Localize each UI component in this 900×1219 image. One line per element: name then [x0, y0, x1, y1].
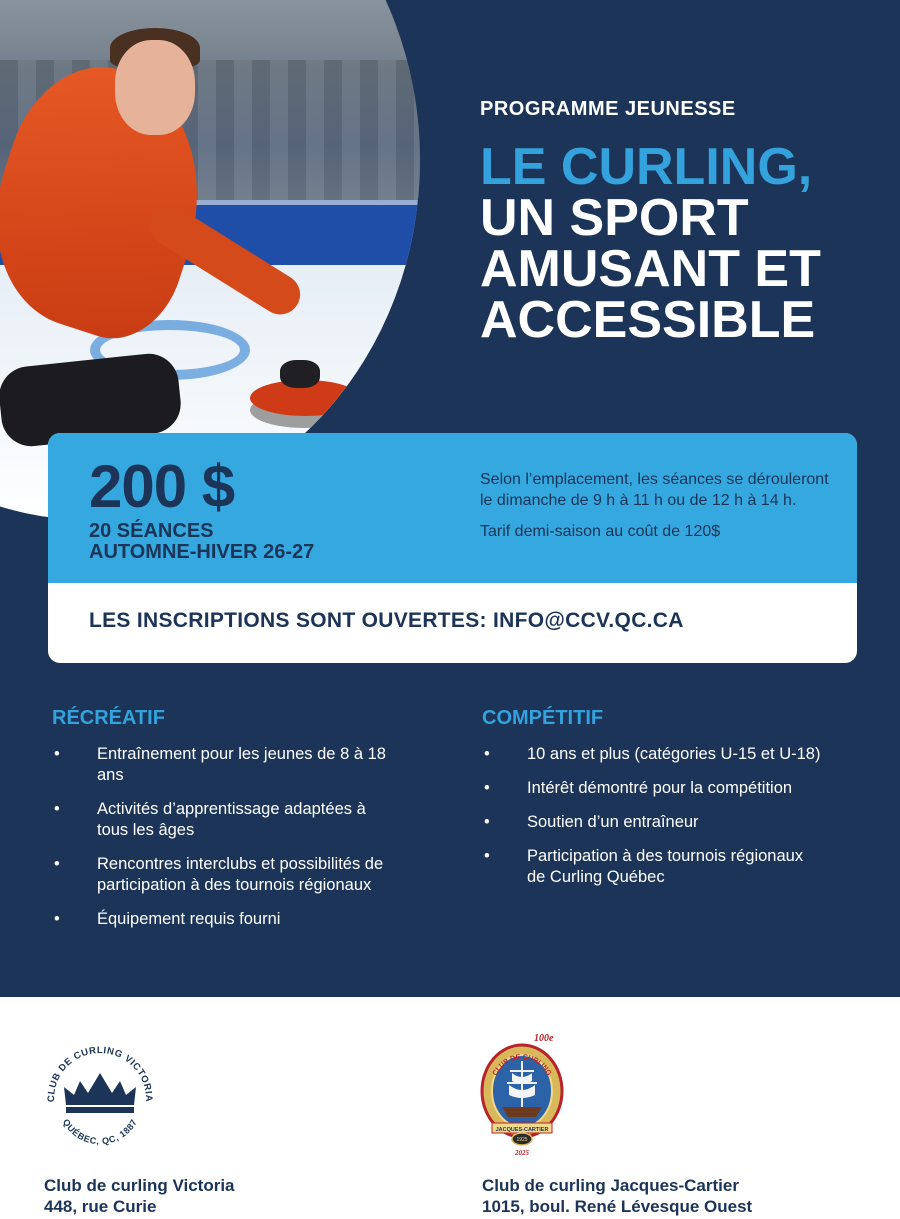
bullet-icon: • — [484, 813, 490, 831]
headline-line-1: UN SPORT — [480, 189, 749, 247]
list-item-text: Intérêt démontré pour la compétition — [527, 779, 793, 797]
victoria-club-info — [44, 1175, 235, 1217]
list-item — [52, 854, 392, 896]
list-item-text: Entraînement pour les jeunes de 8 à 18 ans — [97, 745, 386, 784]
list-item-text: Participation à des tournois régionaux de Curling Québec — [527, 847, 804, 886]
victoria-logo-top-text: CLUB DE CURLING VICTORIA — [45, 1045, 155, 1103]
recreational-title: RÉCRÉATIF — [52, 707, 165, 729]
list-item — [482, 846, 822, 888]
sessions-info — [89, 521, 314, 563]
bullet-icon: • — [54, 800, 60, 818]
list-item-text: Équipement requis fourni — [97, 910, 281, 928]
schedule-text: Selon l’emplacement, les séances se dérouleront le dimanche de 9 h à 11 h ou de 12 h à 14 h. — [480, 471, 829, 509]
bullet-icon: • — [54, 855, 60, 873]
recreational-column — [52, 707, 392, 943]
pricing-panel — [48, 433, 857, 663]
bullet-icon: • — [54, 910, 60, 928]
crown-icon — [64, 1073, 136, 1105]
headline-line-2: AMUSANT ET — [480, 240, 821, 298]
registration-notice: LES INSCRIPTIONS SONT OUVERTES: INFO@CCV.QC.CA — [89, 609, 684, 632]
sessions-count: 20 SÉANCES — [89, 520, 214, 542]
list-item — [482, 778, 822, 799]
player-glove — [280, 360, 320, 388]
program-eyebrow: PROGRAMME JEUNESSE — [480, 98, 736, 120]
list-item-text: 10 ans et plus (catégories U-15 et U-18) — [527, 745, 821, 763]
jacques-cartier-club-logo — [474, 1031, 570, 1159]
list-item — [52, 744, 392, 786]
jacques-cartier-club-name: Club de curling Jacques-Cartier — [482, 1176, 739, 1195]
season-label: AUTOMNE-HIVER 26-27 — [89, 541, 315, 563]
victoria-club-address: 448, rue Curie — [44, 1197, 157, 1216]
footer — [0, 997, 900, 1219]
centennial-text: 100e — [534, 1033, 554, 1044]
headline — [480, 138, 890, 349]
victoria-logo-bottom-text: QUÉBEC, QC, 1887 — [60, 1117, 140, 1147]
logo-ring-text: CLUB DE CURLING — [491, 1053, 553, 1077]
victoria-club-name: Club de curling Victoria — [44, 1176, 235, 1195]
half-season-rate: Tarif demi-saison au coût de 120$ — [480, 523, 721, 540]
recreational-list — [52, 744, 392, 930]
competitive-list — [482, 744, 822, 888]
list-item-text: Soutien d’un entraîneur — [527, 813, 699, 831]
headline-line-3: ACCESSIBLE — [480, 291, 816, 349]
competitive-column — [482, 707, 822, 901]
logo-banner-text: JACQUES-CARTIER — [495, 1127, 549, 1133]
list-item — [482, 744, 822, 765]
svg-text:QUÉBEC, QC, 1887 — [61, 1117, 139, 1146]
list-item-text: Activités d’apprentissage adaptées à tous les âges — [97, 800, 366, 839]
bullet-icon: • — [54, 745, 60, 763]
bullet-icon: • — [484, 779, 490, 797]
bullet-icon: • — [484, 745, 490, 763]
bullet-icon: • — [484, 847, 490, 865]
price: 200 $ — [89, 453, 235, 520]
list-item — [52, 799, 392, 841]
list-item — [482, 812, 822, 833]
schedule-details — [480, 469, 830, 542]
logo-anniversary-year: 2025 — [515, 1149, 529, 1157]
jacques-cartier-club-address: 1015, boul. René Lévesque Ouest — [482, 1197, 753, 1216]
logo-year-text: 1925 — [516, 1137, 528, 1143]
list-item — [52, 909, 392, 930]
ship-hull-icon — [502, 1107, 542, 1117]
jacques-cartier-club-info — [482, 1175, 752, 1217]
competitive-title: COMPÉTITIF — [482, 707, 604, 729]
list-item-text: Rencontres interclubs et possibilités de participation à des tournois régionaux — [97, 855, 384, 894]
headline-accent: LE CURLING, — [480, 138, 813, 196]
victoria-club-logo — [40, 1037, 160, 1157]
player-head — [115, 40, 195, 135]
